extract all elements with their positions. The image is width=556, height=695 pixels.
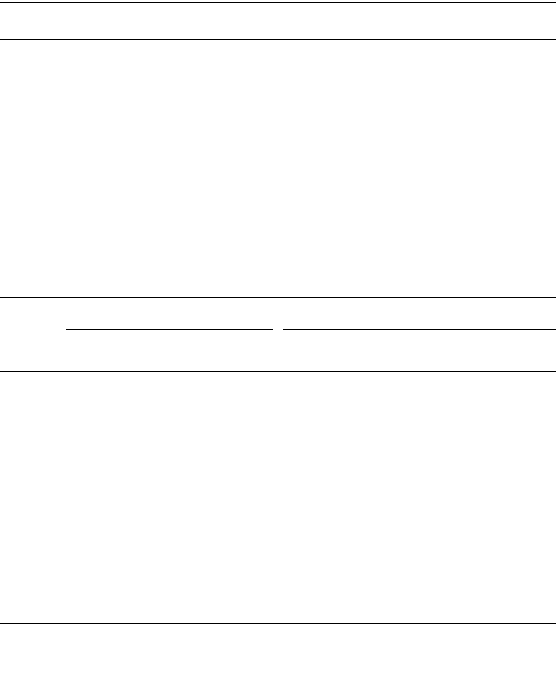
rule-bottom — [0, 623, 556, 624]
group-underline-first — [283, 329, 556, 330]
group-underline-level0 — [66, 329, 273, 330]
rule-mid — [0, 297, 556, 298]
rule-top — [0, 2, 556, 3]
rule-header — [0, 39, 556, 40]
rule-header-2 — [0, 371, 556, 372]
